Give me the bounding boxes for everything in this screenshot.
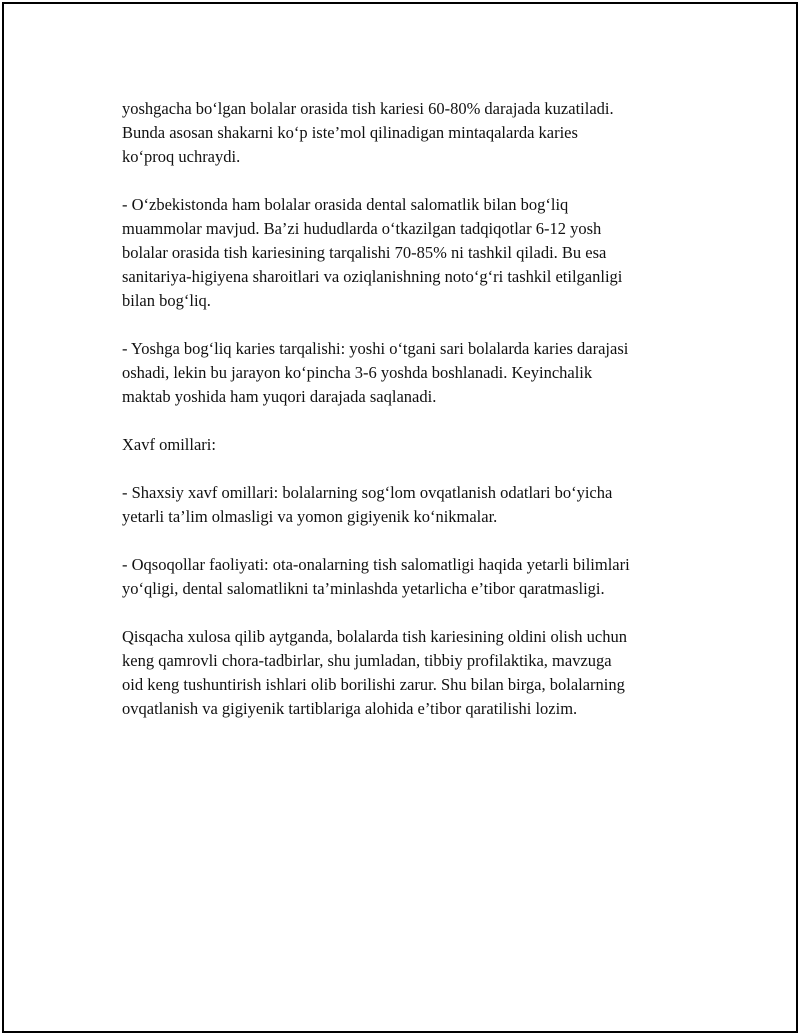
text-line: Qisqacha xulosa qilib aytganda, bolalarda tish kariesining oldini olish uchun <box>122 627 627 646</box>
text-line: yoshgacha bo‘lgan bolalar orasida tish kariesi 60-80% darajada kuzatiladi. <box>122 99 614 118</box>
paragraph-conclusion <box>122 625 702 721</box>
text-line: Xavf omillari: <box>122 435 216 454</box>
text-line: keng qamrovli chora-tadbirlar, shu jumladan, tibbiy profilaktika, mavzuga <box>122 651 612 670</box>
text-line: Bunda asosan shakarni ko‘p iste’mol qilinadigan mintaqalarda karies <box>122 123 578 142</box>
text-line: muammolar mavjud. Ba’zi hududlarda o‘tkazilgan tadqiqotlar 6-12 yosh <box>122 219 602 238</box>
document-body <box>122 97 702 745</box>
text-line: maktab yoshida ham yuqori darajada saqlanadi. <box>122 387 437 406</box>
text-line: ko‘proq uchraydi. <box>122 147 241 166</box>
paragraph-personal-risk <box>122 481 702 529</box>
text-line: bilan bog‘liq. <box>122 291 211 310</box>
text-line: ovqatlanish va gigiyenik tartiblariga alohida e’tibor qaratilishi lozim. <box>122 699 578 718</box>
text-line: yo‘qligi, dental salomatlikni ta’minlashda yetarlicha e’tibor qaratmasligi. <box>122 579 605 598</box>
text-line: bolalar orasida tish kariesining tarqalishi 70-85% ni tashkil qiladi. Bu esa <box>122 243 607 262</box>
text-line: - Oqsoqollar faoliyati: ota-onalarning tish salomatligi haqida yetarli bilimlari <box>122 555 630 574</box>
text-line: oid keng tushuntirish ishlari olib borilishi zarur. Shu bilan birga, bolalarning <box>122 675 625 694</box>
paragraph-uzbekistan <box>122 193 702 313</box>
section-heading-risk-factors <box>122 433 702 457</box>
text-line: oshadi, lekin bu jarayon ko‘pincha 3-6 yoshda boshlanadi. Keyinchalik <box>122 363 593 382</box>
text-line: - O‘zbekistonda ham bolalar orasida dental salomatlik bilan bog‘liq <box>122 195 569 214</box>
text-line: - Shaxsiy xavf omillari: bolalarning sog‘lom ovqatlanish odatlari bo‘yicha <box>122 483 613 502</box>
paragraph-age-distribution <box>122 337 702 409</box>
text-line: yetarli ta’lim olmasligi va yomon gigiyenik ko‘nikmalar. <box>122 507 498 526</box>
paragraph-elders-activity <box>122 553 702 601</box>
text-line: - Yoshga bog‘liq karies tarqalishi: yoshi o‘tgani sari bolalarda karies darajasi <box>122 339 629 358</box>
page-frame <box>2 2 798 1033</box>
text-line: sanitariya-higiyena sharoitlari va oziqlanishning noto‘g‘ri tashkil etilganligi <box>122 267 623 286</box>
paragraph-karies-statistics <box>122 97 702 169</box>
